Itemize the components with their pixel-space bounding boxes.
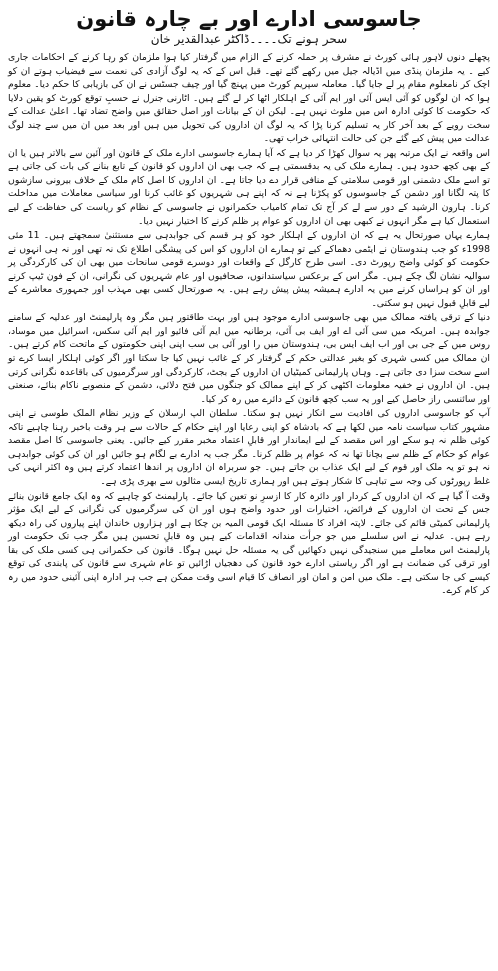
article-paragraph: وقت آ گیا ہے کہ ان اداروں کے کردار اور دائرہ کار کا ازسرِ نو تعین کیا جائے۔ پارلیمنٹ کو چاہیے کہ وہ ایک جامع قانون بنائے جس کے تحت ان اداروں کے فرائض، اختیارات اور حدود واضح ہوں اور ان کی سرگرمیوں کی نگرانی کے لیے ایک مؤثر پارلیمانی کمیٹی قائم کی جائے۔ لاپتہ افراد کا مسئلہ ایک قومی المیہ بن چکا ہے اور ہزاروں خاندان اپنے پیاروں کی راہ دیکھ رہے ہیں۔ عدلیہ نے اس سلسلے میں جو جرأت مندانہ اقدامات کیے ہیں وہ قابلِ تحسین ہیں مگر جب تک حکومت اور پارلیمنٹ اس معاملے میں سنجیدگی نہیں دکھائیں گی یہ مسئلہ حل نہیں ہوگا۔ قانون کی حکمرانی ہی کسی ملک کی بقا اور ترقی کی ضمانت ہے اور اگر ریاستی ادارے خود قانون کی دھجیاں اڑائیں تو عام شہری سے قانون کی پابندی کی توقع کیسے کی جا سکتی ہے۔ ملک میں امن و امان اور انصاف کا قیام اسی وقت ممکن ہے جب ہر ادارہ اپنی آئینی حدود میں رہ کر کام کرے۔ bbox=[8, 490, 490, 597]
article-title: جاسوسی ادارے اور بے چارہ قانون bbox=[76, 7, 422, 31]
article-paragraph: ہمارے یہاں صورتحال یہ ہے کہ ان اداروں کے اہلکار خود کو ہر قسم کی جوابدہی سے مستثنیٰ سمجھتے ہیں۔ 11 مئی 1998ء کو جب ہندوستان نے ایٹمی دھماکے کیے تو ہمارے ان اداروں کو اس کی پیشگی اطلاع تک نہ تھی اور نہ ہی انہوں نے حکومت کو کوئی واضح رپورٹ دی۔ اسی طرح کارگل کے واقعات اور دوسرے قومی سانحات میں بھی ان کی کارکردگی پر سوالیہ نشان لگ چکے ہیں۔ مگر اس کے برعکس سیاستدانوں، صحافیوں اور عام شہریوں کی نگرانی، ان کے فون ٹیپ کرنے اور ان کو ہراساں کرنے میں یہ ادارے ہمیشہ پیش پیش رہے ہیں۔ یہ صورتحال کسی بھی مہذب اور جمہوری معاشرے کے لیے قابلِ قبول نہیں ہو سکتی۔ bbox=[8, 230, 490, 309]
article-paragraph: پچھلے دنوں لاہور ہائی کورٹ نے مشرف پر حملہ کرنے کے الزام میں گرفتار کیا ہوا ملزمان کو رہا کرنے کے احکامات جاری کیے ۔ یہ ملزمان پنڈی میں اڈیالہ جیل میں رکھے گئے تھے۔ قبل اس کے کہ یہ لوگ آزادی کی نعمت سے فیضیاب ہوتے ان کو اچک کر نامعلوم مقام پر لے جایا گیا۔ معاملہ سپریم کورٹ میں پہنچ گیا اور چیف جسٹس نے ان کی بازیابی کا حکم دیا۔ معلوم ہوا کہ ان لوگوں کو آئی ایس آئی اور ایم آئی کے اہلکار اٹھا کر لے گئے ہیں۔ اٹارنی جنرل نے حسبِ توقع کورٹ کو یقین دلایا کہ حکومت کا کوئی ادارہ اس میں ملوث نہیں ہے۔ لیکن ان کے بیانات اور اصل حقائق میں واضح تضاد تھا۔ اعلیٰ عدالت کے سخت رویے کے بعد آخر کار یہ تسلیم کرنا پڑا کہ یہ لوگ ان اداروں کی تحویل میں ہیں اور بعد میں ان میں سے چند لوگ عدالت میں پیش کیے گئے جن کی حالت انتہائی خراب تھی۔ bbox=[8, 52, 490, 145]
article-body bbox=[8, 51, 490, 598]
article-paragraph: آپ کو جاسوسی اداروں کی افادیت سے انکار نہیں ہو سکتا۔ سلطان الپ ارسلان کے وزیر نظام الملک طوسی نے اپنی مشہور کتاب سیاست نامہ میں لکھا ہے کہ بادشاہ کو اپنی رعایا اور اپنے حکام کے حالات سے ہر وقت باخبر رہنا چاہیے تاکہ کوئی ظلم نہ ہو سکے اور اس مقصد کے لیے ایماندار اور قابلِ اعتماد مخبر مقرر کیے جائیں۔ یعنی جاسوسی کا اصل مقصد عوام کو حکام کے ظلم سے بچانا تھا نہ کہ عوام پر ظلم کرنا۔ مگر جب یہ ادارے بے لگام ہو جائیں اور ان کی کوئی جوابدہی نہ ہو تو یہ ملک اور قوم کے لیے ایک عذاب بن جاتے ہیں۔ جو سربراہ ان اداروں پر اندھا اعتماد کرتے ہیں وہ اکثر انہی کی غلط رپورٹوں کی وجہ سے تباہی کا شکار ہوتے ہیں اور ہماری تاریخ ایسی مثالوں سے بھری پڑی ہے۔ bbox=[8, 408, 490, 487]
column-name: سحر ہونے تک۔۔۔۔ڈاکٹر عبدالقدیر خان bbox=[150, 32, 348, 46]
article-paragraph: اس واقعہ نے ایک مرتبہ پھر یہ سوال کھڑا کر دیا ہے کہ آیا ہمارے جاسوسی ادارے ملک کے قانون اور آئین سے بالاتر ہیں یا ان کے بھی کچھ حدود ہیں۔ ہمارے ملک کی یہ بدقسمتی ہے کہ جب بھی ان اداروں کو قانون کے تابع بنانے کی بات کی جاتی ہے تو اسے ملک دشمنی اور قومی سلامتی کے منافی قرار دے دیا جاتا ہے۔ ان اداروں کا اصل کام ملک کے خلاف بیرونی سازشوں کا پتہ لگانا اور دشمن کے جاسوسوں کو پکڑنا ہے نہ کہ اپنے ہی شہریوں کو غائب کرنا اور سیاسی معاملات میں مداخلت کرنا۔ ہارون الرشید کے دور سے لے کر آج تک تمام کامیاب حکمرانوں نے جاسوسی کے نظام کو ریاست کی حفاظت کے لیے استعمال کیا ہے مگر انہوں نے کبھی بھی ان اداروں کو عوام پر ظلم کرنے کا اختیار نہیں دیا۔ bbox=[8, 147, 490, 227]
article-paragraph: دنیا کے ترقی یافتہ ممالک میں بھی جاسوسی ادارے موجود ہیں اور بہت طاقتور ہیں مگر وہ پارلیمنٹ اور عدلیہ کے سامنے جوابدہ ہیں۔ امریکہ میں سی آئی اے اور ایف بی آئی، برطانیہ میں ایم آئی فائیو اور ایم آئی سکس، اسرائیل میں موساد، روس میں کے جی بی اور اب ایف ایس بی، ہندوستان میں را اور آئی بی سب اپنی اپنی حکومتوں کے ماتحت کام کرتے ہیں۔ ان ممالک میں کسی شہری کو بغیر عدالتی حکم کے گرفتار کر کے غائب نہیں کیا جا سکتا اور اگر کوئی اہلکار ایسا کرے تو اسے سخت سزا دی جاتی ہے۔ وہاں پارلیمانی کمیٹیاں ان اداروں کے بجٹ، کارکردگی اور سرگرمیوں کی باقاعدہ نگرانی کرتی ہیں۔ ان اداروں نے خفیہ معلومات اکٹھی کر کے اپنے ممالک کو جنگوں میں فتح دلائی، دشمن کے منصوبے ناکام بنائے، صنعتی اور سائنسی راز حاصل کیے اور یہ سب کچھ قانون کے دائرے میں رہ کر کیا۔ bbox=[8, 312, 490, 405]
article-header bbox=[8, 6, 490, 47]
